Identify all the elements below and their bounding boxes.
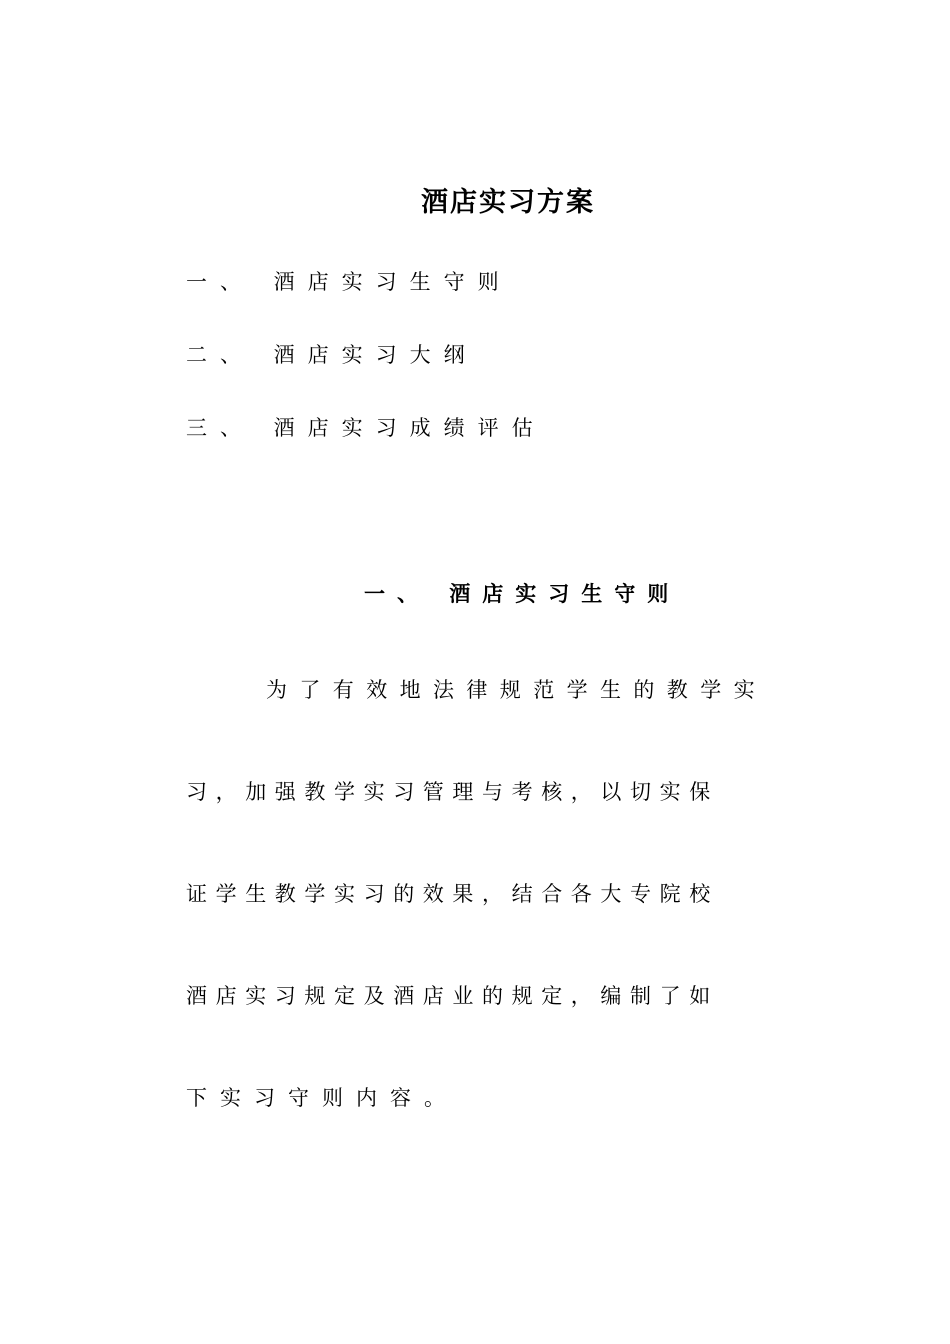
paragraph-line-2: 习，加强教学实习管理与考核，以切实保 — [186, 780, 719, 804]
paragraph-line-1: 为了有效地法律规范学生的教学实 — [266, 678, 767, 702]
document-title: 酒店实习方案 — [421, 187, 595, 218]
section-heading: 一、 酒店实习生守则 — [364, 581, 681, 606]
paragraph-line-3: 证学生教学实习的效果，结合各大专院校 — [186, 882, 719, 906]
toc-item-3: 三、 酒店实习成绩评估 — [186, 416, 546, 440]
toc-item-2: 二、 酒店实习大纲 — [186, 343, 478, 367]
table-of-contents — [186, 262, 546, 481]
paragraph-line-5: 下实习守则内容。 — [186, 1086, 458, 1110]
paragraph-line-4: 酒店实习规定及酒店业的规定，编制了如 — [186, 984, 719, 1008]
toc-item-1: 一、 酒店实习生守则 — [186, 270, 512, 294]
